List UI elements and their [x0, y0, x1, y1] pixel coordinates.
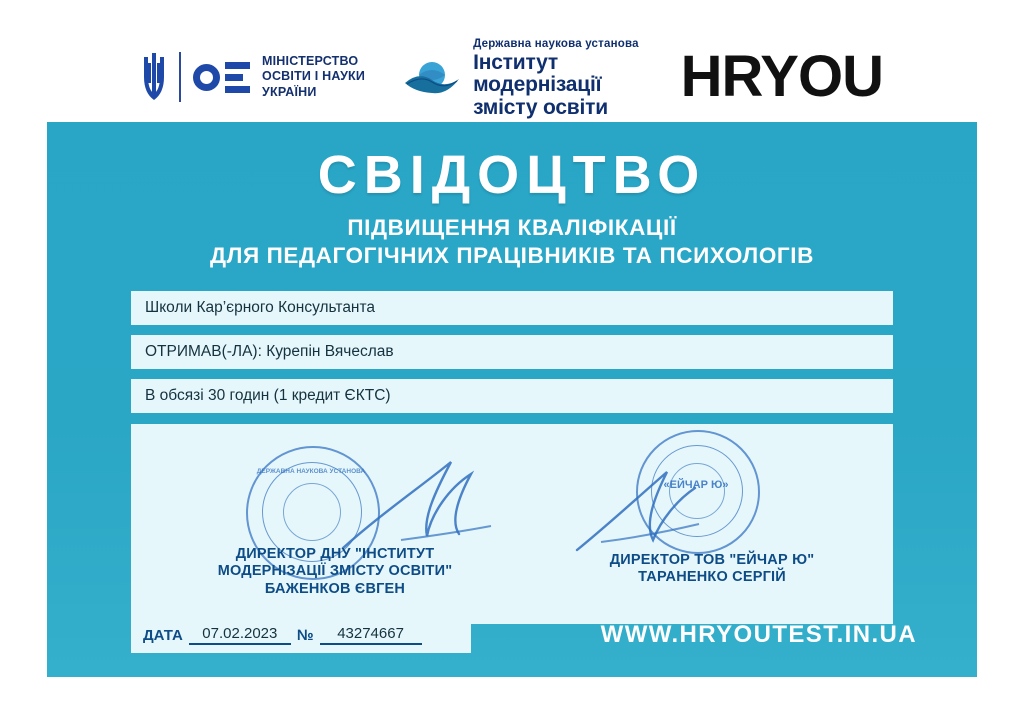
subtitle-line-2: ДЛЯ ПЕДАГОГІЧНИХ ПРАЦІВНИКІВ ТА ПСИХОЛОГІВ [210, 242, 814, 268]
field-hours [131, 379, 893, 413]
date-value: 07.02.2023 [189, 625, 291, 645]
signature-hryou-icon [571, 464, 731, 560]
number-value: 43274667 [320, 625, 422, 645]
certificate-body [47, 122, 977, 677]
stamp-imzo-label: ДЕРЖАВНА НАУКОВА УСТАНОВА [256, 468, 366, 476]
field-hours-value: В обсязі 30 годин (1 кредит ЄКТС) [145, 387, 391, 405]
logo-divider [179, 52, 181, 102]
logo-hryou [680, 44, 883, 109]
field-recipient [131, 335, 893, 369]
number-label: № [296, 626, 314, 644]
ministry-name [262, 54, 365, 101]
signature-panel [131, 424, 893, 624]
ministry-line-3: УКРАЇНИ [262, 84, 317, 99]
imzo-line-1: Інститут [473, 51, 558, 75]
date-label: ДАТА [143, 626, 183, 644]
mon-emblem-icon [193, 62, 250, 93]
signature-imzo-line-3: БАЖЕНКОВ ЄВГЕН [264, 580, 406, 597]
imzo-name [473, 35, 639, 119]
logo-ministry-of-education [141, 51, 365, 103]
stamp-hryou-label: «ЕЙЧАР Ю» [663, 479, 729, 492]
signature-imzo-line-2: МОДЕРНІЗАЦІЇ ЗМІСТУ ОСВІТИ" [217, 563, 453, 580]
globe-icon [401, 53, 463, 101]
field-program-name-value: Школи Кар’єрного Консультанта [145, 299, 376, 317]
header-logos [60, 38, 964, 119]
logo-imzo [401, 35, 639, 119]
field-program-name [131, 291, 893, 325]
ministry-line-1: МІНІСТЕРСТВО [262, 53, 359, 68]
certificate-footer [47, 611, 977, 677]
ministry-line-2: ОСВІТИ І НАУКИ [262, 69, 366, 84]
imzo-line-3: змісту освіти [473, 95, 608, 119]
hryou-wordmark: HRYOU [680, 44, 883, 109]
signature-imzo-line-1: ДИРЕКТОР ДНУ "ІНСТИТУТ [235, 546, 435, 563]
ukraine-trident-icon [141, 51, 167, 103]
footer-date-number-panel [131, 617, 471, 653]
certificate-title: СВІДОЦТВО [317, 145, 707, 205]
signature-hryou-line-1: ДИРЕКТОР ТОВ "ЕЙЧАР Ю" [609, 552, 815, 569]
imzo-line-small: Державна наукова установа [473, 38, 639, 51]
subtitle-line-1: ПІДВИЩЕННЯ КВАЛІФІКАЦІЇ [347, 215, 677, 240]
field-recipient-value: ОТРИМАВ(-ЛА): Курепін Вячеслав [145, 343, 394, 361]
signature-block-imzo [155, 546, 515, 597]
imzo-line-2: модернізації [473, 73, 602, 97]
signature-hryou-line-2: ТАРАНЕНКО СЕРГІЙ [638, 569, 786, 586]
certificate-subtitle [47, 214, 977, 269]
signature-block-hryou [547, 552, 877, 586]
website-url[interactable]: WWW.HRYOUTEST.IN.UA [600, 621, 917, 648]
